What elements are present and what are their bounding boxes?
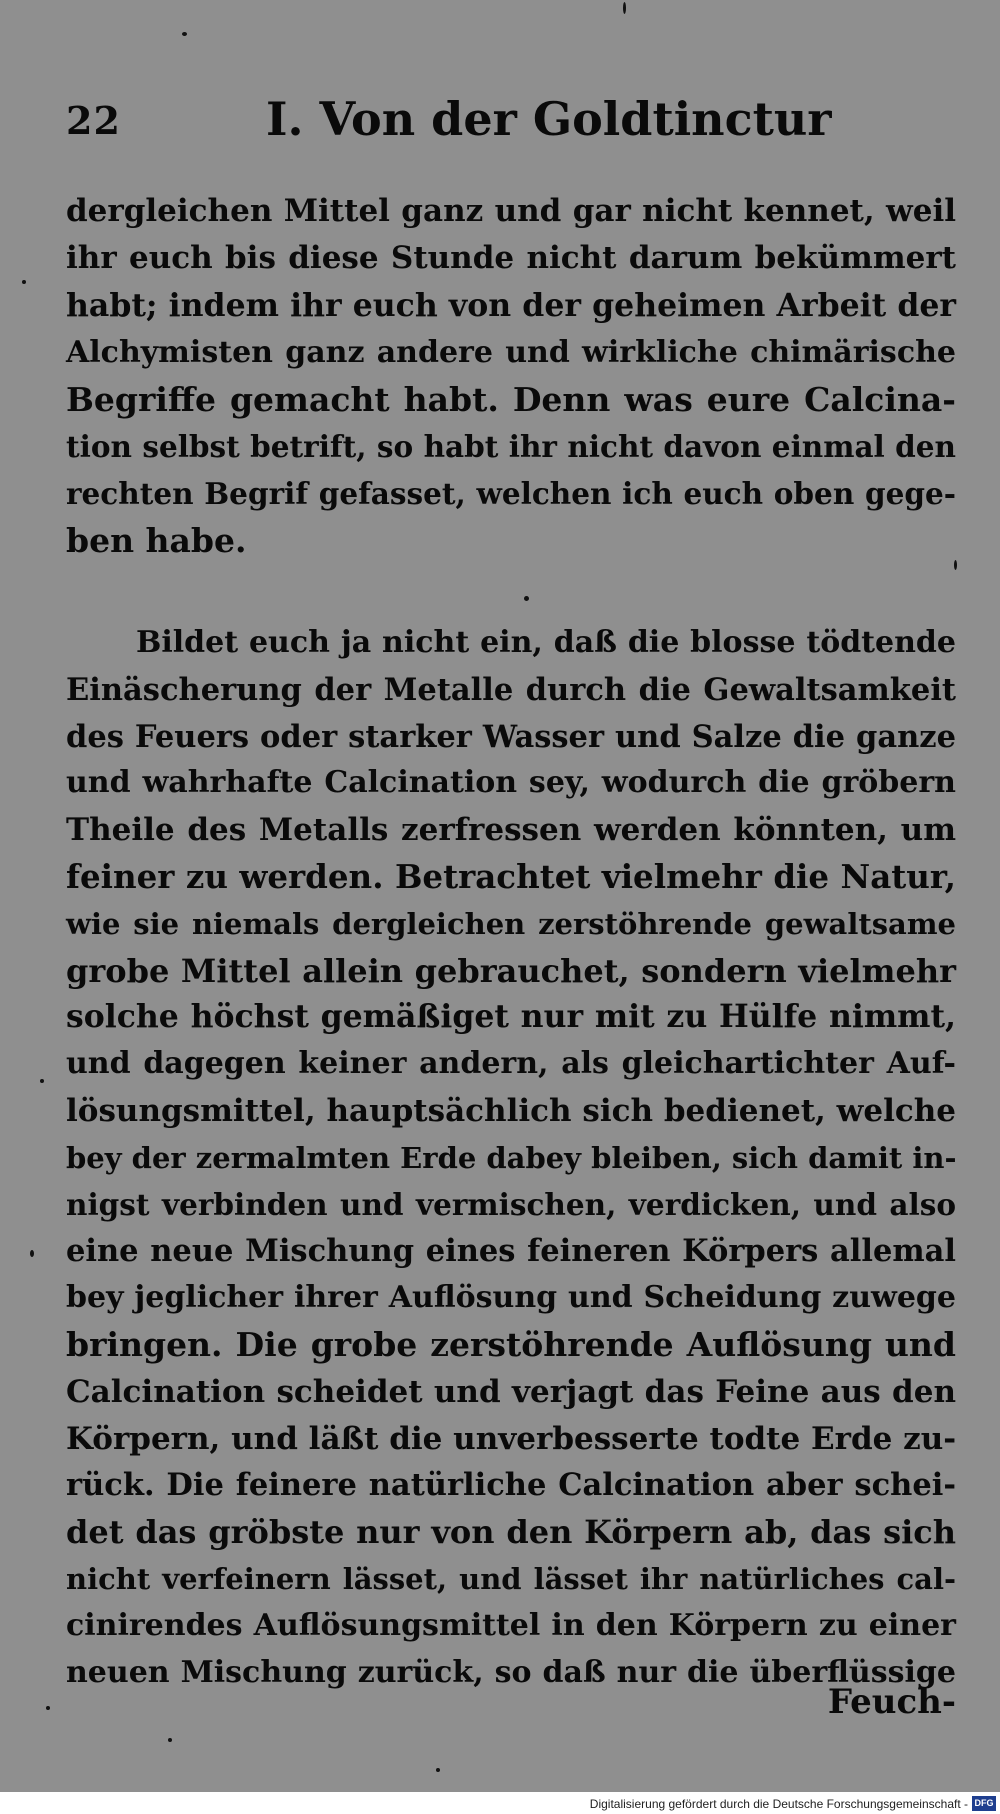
text-line: habt; indem ihr euch von der geheimen Arbeit der [66, 287, 956, 324]
footer-bar [0, 1792, 1000, 1814]
text-line: tion selbst betrift, so habt ihr nicht davon einmal den [66, 429, 956, 464]
text-line: Körpern, und läßt die unverbesserte todte Erde zu- [66, 1420, 957, 1457]
scan-speck [40, 1079, 44, 1083]
text-line: und dagegen keiner andern, als gleichartichter Auf- [66, 1046, 956, 1082]
text-line: dergleichen Mittel ganz und gar nicht kennet, weil [66, 193, 956, 229]
text-line: eine neue Mischung eines feineren Körpers allemal [66, 1233, 956, 1270]
catchword: Feuch- [827, 1682, 956, 1722]
text-line: nicht verfeinern lässet, und lässet ihr natürliches cal- [66, 1561, 956, 1596]
text-line: bringen. Die grobe zerstöhrende Auflösung und [66, 1324, 956, 1364]
text-line: bey der zermalmten Erde dabey bleiben, sich damit in- [66, 1140, 957, 1175]
text-line: cinirendes Auflösungsmittel in den Körpern zu einer [66, 1607, 956, 1643]
text-line: wie sie niemals dergleichen zerstöhrende gewaltsame [66, 906, 956, 941]
page-number: 22 [66, 98, 121, 143]
scan-speck [623, 2, 626, 14]
text-line: det das gröbste nur von den Körpern ab, das sich [66, 1513, 956, 1552]
text-line: Bildet euch ja nicht ein, daß die blosse tödtende [136, 625, 956, 660]
text-line: lösungsmittel, hauptsächlich sich bedienet, welche [66, 1092, 956, 1129]
text-line: grobe Mittel allein gebrauchet, sondern vielmehr [66, 951, 956, 990]
page-header [66, 92, 956, 152]
scan-speck [182, 32, 187, 36]
text-line: ihr euch bis diese Stunde nicht darum bekümmert [66, 240, 956, 276]
text-line: solche höchst gemäßiget nur mit zu Hülfe nimmt, [66, 998, 956, 1036]
text-line: rechten Begrif gefasset, welchen ich euch oben gege- [66, 476, 956, 511]
paragraph-1 [66, 188, 956, 564]
scan-speck [436, 1768, 440, 1772]
scan-speck [22, 280, 26, 284]
scan-speck [954, 560, 957, 570]
text-line: nigst verbinden und vermischen, verdicken, und also [66, 1186, 956, 1222]
dfg-logo-icon: DFG [972, 1796, 996, 1811]
text-line: Begriffe gemacht habt. Denn was eure Calcina- [66, 380, 956, 419]
text-line: des Feuers oder starker Wasser und Salze die ganze [66, 718, 956, 755]
digitization-credit: Digitalisierung gefördert durch die Deutsche Forschungsgemeinschaft - [589, 1797, 968, 1811]
text-line: bey jeglicher ihrer Auflösung und Scheidung zuwege [66, 1280, 956, 1316]
scan-speck [524, 596, 529, 601]
text-line: neuen Mischung zurück, so daß nur die überflüssige [66, 1654, 956, 1690]
text-line: feiner zu werden. Betrachtet vielmehr die Natur, [66, 856, 956, 896]
text-line: Alchymisten ganz andere und wirkliche chimärische [66, 335, 956, 370]
text-line: Einäscherung der Metalle durch die Gewaltsamkeit [66, 671, 956, 708]
text-line: ben habe. [66, 521, 247, 560]
scan-speck [168, 1738, 172, 1742]
scan-speck [30, 1250, 34, 1257]
text-line: Calcination scheidet und verjagt das Feine aus den [66, 1373, 956, 1410]
running-head: I. Von der Goldtinctur [266, 92, 832, 146]
text-line: rück. Die feinere natürliche Calcination aber schei- [66, 1467, 956, 1504]
paragraph-2 [66, 620, 956, 1696]
text-line: und wahrhafte Calcination sey, wodurch die gröbern [66, 765, 956, 801]
text-line: Theile des Metalls zerfressen werden könnten, um [66, 812, 956, 849]
scan-speck [46, 1706, 50, 1710]
